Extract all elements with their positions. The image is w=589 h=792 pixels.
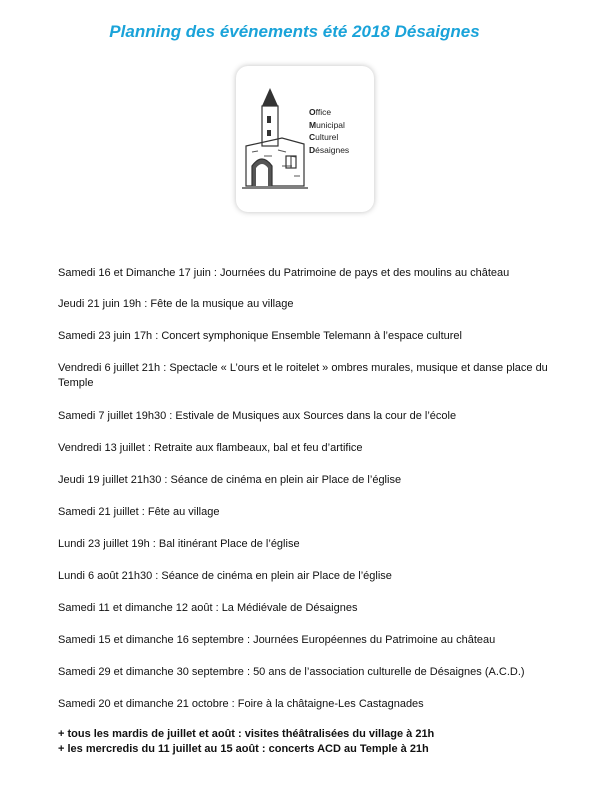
event-item: Samedi 20 et dimanche 21 octobre : Foire à la châtaigne-Les Castagnades <box>58 698 424 710</box>
event-item: Lundi 23 juillet 19h : Bal itinérant Place de l’église <box>58 538 300 550</box>
event-item: Samedi 15 et dimanche 16 septembre : Journées Européennes du Patrimoine au château <box>58 634 496 646</box>
extra-note: + tous les mardis de juillet et août : visites théâtralisées du village à 21h <box>58 728 435 740</box>
event-item: Vendredi 13 juillet : Retraite aux flambeaux, bal et feu d’artifice <box>58 442 363 454</box>
event-item: Samedi 7 juillet 19h30 : Estivale de Musiques aux Sources dans la cour de l’école <box>58 410 457 422</box>
event-item: Samedi 21 juillet : Fête au village <box>58 506 220 518</box>
event-item: Samedi 16 et Dimanche 17 juin : Journées du Patrimoine de pays et des moulins au château <box>58 267 510 279</box>
event-item: Vendredi 6 juillet 21h : Spectacle « L’ours et le roitelet » ombres murales, musique et danse place du Temple <box>58 362 548 389</box>
extra-notes <box>58 727 558 757</box>
event-item: Jeudi 19 juillet 21h30 : Séance de cinéma en plein air Place de l’église <box>58 474 402 486</box>
castle-illustration <box>242 86 310 196</box>
logo-text <box>309 106 349 156</box>
logo-card <box>236 66 374 212</box>
event-item: Lundi 6 août 21h30 : Séance de cinéma en plein air Place de l’église <box>58 570 392 582</box>
logo-line: Désaignes <box>309 144 350 155</box>
page-title: Planning des événements été 2018 Désaignes <box>109 22 480 41</box>
event-item: Jeudi 21 juin 19h : Fête de la musique au village <box>58 298 294 310</box>
extra-note: + les mercredis du 11 juillet au 15 août : concerts ACD au Temple à 21h <box>58 743 429 755</box>
logo-line: Office <box>309 107 332 117</box>
event-item: Samedi 29 et dimanche 30 septembre : 50 ans de l’association culturelle de Désaignes (A.C.D.) <box>58 666 525 678</box>
event-item: Samedi 11 et dimanche 12 août : La Médiévale de Désaignes <box>58 602 358 614</box>
logo-line: Municipal <box>309 119 345 130</box>
event-item: Samedi 23 juin 17h : Concert symphonique Ensemble Telemann à l’espace culturel <box>58 330 462 342</box>
logo-line: Culturel <box>309 132 339 142</box>
